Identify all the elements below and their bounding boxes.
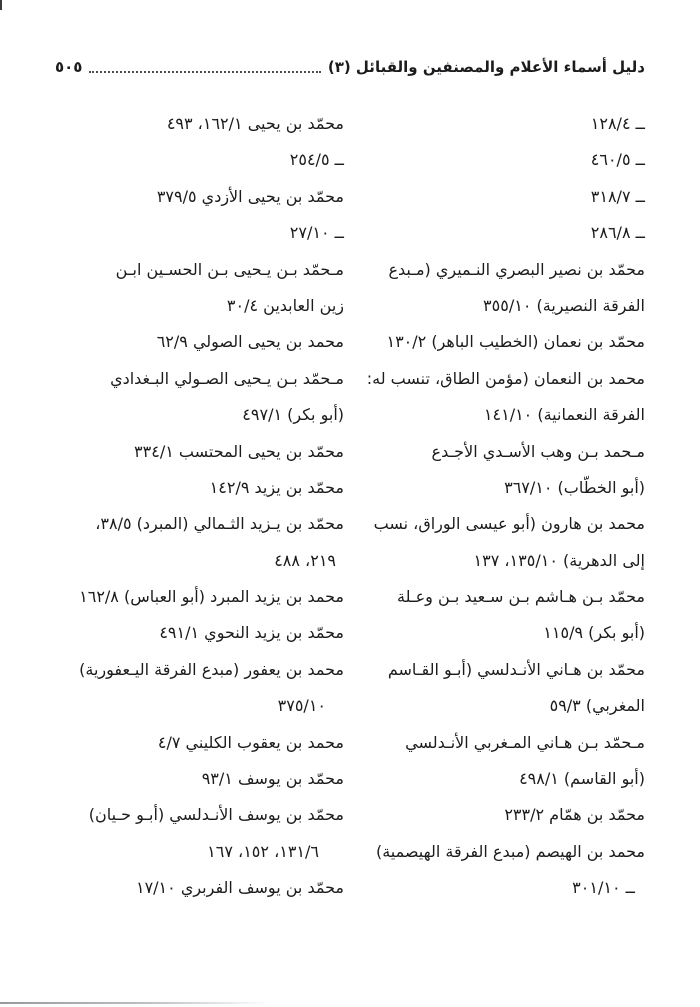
index-line: محمّد بن يحيى ١٦٢/١، ٤٩٣	[166, 114, 344, 133]
column-right	[356, 106, 645, 907]
index-line: محمّد بن يوسف الفربري ١٧/١٠	[135, 878, 344, 898]
index-line: محمّد بن يوسف الأنـدلسي (أبـو حـيان)	[88, 805, 344, 825]
index-line: محمّد بـن هـاشم بـن سـعيد بـن وعـلة	[397, 587, 645, 607]
index-line: محمّد بن همّام ٢٣٣/٢	[504, 805, 645, 825]
index-line: محمد بن يعفور (مبدع الفرقة اليـعفورية)	[79, 659, 344, 679]
index-line: الفرقة النصيرية) ٣٥٥/١٠	[483, 295, 645, 315]
page-number: ٥٠٥	[55, 58, 83, 76]
index-line: (أبو الخطّاب) ٣٦٧/١٠	[504, 477, 645, 497]
index-line: (أبو بكر) ٤٩٧/١	[242, 405, 344, 425]
index-line: محمّد بن يحيى المحتسب ٣٣٤/١	[134, 441, 344, 461]
index-line: الفرقة النعمانية) ١٤١/١٠	[483, 405, 645, 425]
index-columns	[55, 106, 645, 907]
index-line: (أبو بكر) ١١٥/٩	[543, 623, 645, 643]
index-line: محمّد بن يـزيد الثـمالي (المبرد) ٣٨/٥،	[95, 514, 344, 534]
dotted-leader	[89, 71, 320, 73]
index-line: ــ ٤٦٠/٥	[590, 150, 645, 170]
index-line: ــ ٢٥٤/٥	[289, 150, 344, 170]
index-line: ــ ٢٧/١٠	[289, 223, 344, 243]
index-line: محمد بن يزيد المبرد (أبو العباس) ١٦٢/٨	[79, 587, 344, 607]
index-line: ــ ٣١٨/٧	[590, 186, 645, 206]
index-line: ــ ١٢٨/٤	[590, 114, 645, 133]
index-line: ١٣١/٦، ١٥٢، ١٦٧	[207, 841, 319, 861]
index-line: محمد بن الهيصم (مبدع الفرقة الهيصمية)	[375, 841, 645, 861]
index-line: محمّد بن هـاني الأنـدلسي (أبـو القـاسم	[387, 659, 645, 679]
index-line: ــ ٢٨٦/٨	[590, 223, 645, 243]
index-line: محمّد بن يحيى الأزدي ٣٧٩/٥	[156, 186, 344, 206]
scan-edge-artifact-bottom	[0, 1002, 272, 1004]
index-line: مـحمّد بـن هـاني المـغربي الأنـدلسي	[405, 732, 645, 752]
index-line: محمد بن يحيى الصولي ٦٢/٩	[156, 332, 344, 352]
index-line: زين العابدين ٣٠/٤	[226, 295, 344, 315]
column-left	[55, 106, 344, 907]
index-line: محمد بن هارون (أبو عيسى الوراق، نسب	[373, 514, 645, 534]
index-line: محمّد بن يوسف ٩٣/١	[201, 769, 344, 789]
index-line: محمّد بن نصير البصري النـميري (مـبدع	[388, 259, 645, 279]
running-head	[55, 54, 645, 80]
index-line: المغربي) ٥٩/٣	[549, 696, 645, 716]
index-line: محمّد بن نعمان (الخطيب الباهر) ١٣٠/٢	[386, 332, 645, 352]
index-line: مـحمّد بـن يـحيى الصـولي البـغدادي	[110, 368, 344, 388]
index-line: محمّد بن يزيد النحوي ٤٩١/١	[159, 623, 344, 643]
index-line: ٢١٩، ٤٨٨	[274, 550, 336, 570]
index-line: ــ ٣٠١/١٠	[572, 878, 635, 898]
index-line: (أبو القاسم) ٤٩٨/١	[519, 769, 645, 789]
index-line: مـحمد بـن وهب الأسـدي الأجـدع	[431, 441, 645, 461]
index-line: محمد بن النعمان (مؤمن الطاق، تنسب له:	[366, 368, 645, 388]
index-line: مـحمّد بـن يـحيى بـن الحسـين ابـن	[115, 259, 344, 279]
index-line: إلى الدهرية) ١٣٥/١٠، ١٣٧	[473, 550, 645, 570]
index-line: ٣٧٥/١٠	[277, 696, 326, 716]
scan-edge-artifact-corner	[0, 0, 2, 10]
page-title: دليل أسماء الأعلام والمصنفين والقبائل (٣)	[327, 58, 645, 76]
index-line: محمّد بن يزيد ١٤٢/٩	[209, 477, 344, 497]
index-line: محمد بن يعقوب الكليني ٤/٧	[157, 732, 344, 752]
